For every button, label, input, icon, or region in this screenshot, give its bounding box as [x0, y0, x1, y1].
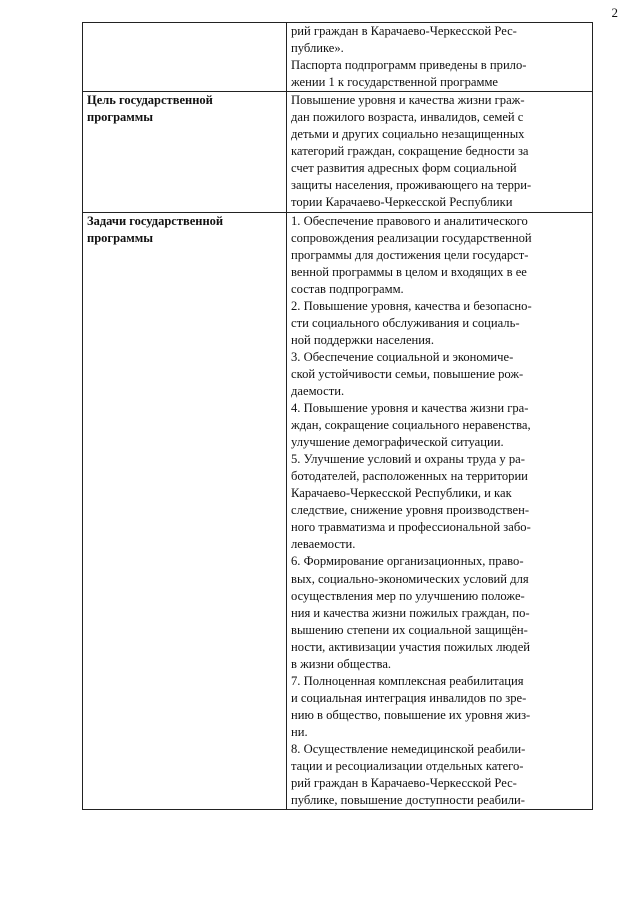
table-row-tasks	[83, 212, 593, 810]
task-item-4: 4. Повышение уровня и качества жизни гра- ждан, сокращение социального неравенства, улучшение демографической ситуации.	[291, 401, 531, 450]
table-row-goal	[83, 92, 593, 212]
task-item-1: 1. Обеспечение правового и аналитического сопровождения реализации государственной программы для достижения цели государст- венной программы в целом и входящих в ее состав подпрограмм.	[291, 213, 532, 296]
row-label-empty	[83, 23, 287, 92]
table-row-continuation	[83, 23, 593, 92]
row-value-goal	[287, 92, 593, 212]
paragraph: Повышение уровня и качества жизни граж- дан пожилого возраста, инвалидов, семей с детьми и других социально незащищенных категорий граждан, сокращение бедности за счет развития адресных форм социальной защиты населения, проживающего на терри- тории Карачаево-Черкесской Республики	[291, 93, 532, 210]
task-item-3: 3. Обеспечение социальной и экономиче- ской устойчивости семьи, повышение рож- даемости.	[291, 349, 524, 398]
row-label-tasks: Задачи государственной программы	[83, 212, 287, 810]
task-item-7: 7. Полноценная комплексная реабилитация и социальная интеграция инвалидов по зре- нию в общество, повышение их уровня жиз- ни.	[291, 673, 531, 739]
paragraph: рий граждан в Карачаево-Черкесской Рес- публике».	[291, 24, 517, 56]
task-item-5: 5. Улучшение условий и охраны труда у ра- ботодателей, расположенных на территории Карачаево-Черкесской Республики, и как следствие, снижение уровня производствен- ного травматизма и профессиональной забо- леваемости.	[291, 452, 531, 552]
task-item-6: 6. Формирование организационных, право- вых, социально-экономических условий для осуществления мер по улучшению положе- ния и качества жизни пожилых граждан, по- вышению степени их социальной защищён- ности, активизации участия пожилых людей в жизни общества.	[291, 554, 531, 671]
row-label-goal: Цель государственной программы	[83, 92, 287, 212]
task-item-2: 2. Повышение уровня, качества и безопасно- сти социального обслуживания и социаль- ной поддержки населения.	[291, 298, 532, 347]
row-value-tasks	[287, 212, 593, 810]
task-item-8: 8. Осуществление немедицинской реабили- тации и ресоциализации отдельных катего- рий граждан в Карачаево-Черкесской Рес- публике, повышение доступности реабили-	[291, 741, 526, 808]
row-value-continuation	[287, 23, 593, 92]
paragraph: Паспорта подпрограмм приведены в прило- жении 1 к государственной программе	[291, 58, 527, 90]
table-body	[83, 23, 593, 810]
program-passport-table	[82, 22, 593, 810]
page-number: 2	[611, 5, 618, 20]
